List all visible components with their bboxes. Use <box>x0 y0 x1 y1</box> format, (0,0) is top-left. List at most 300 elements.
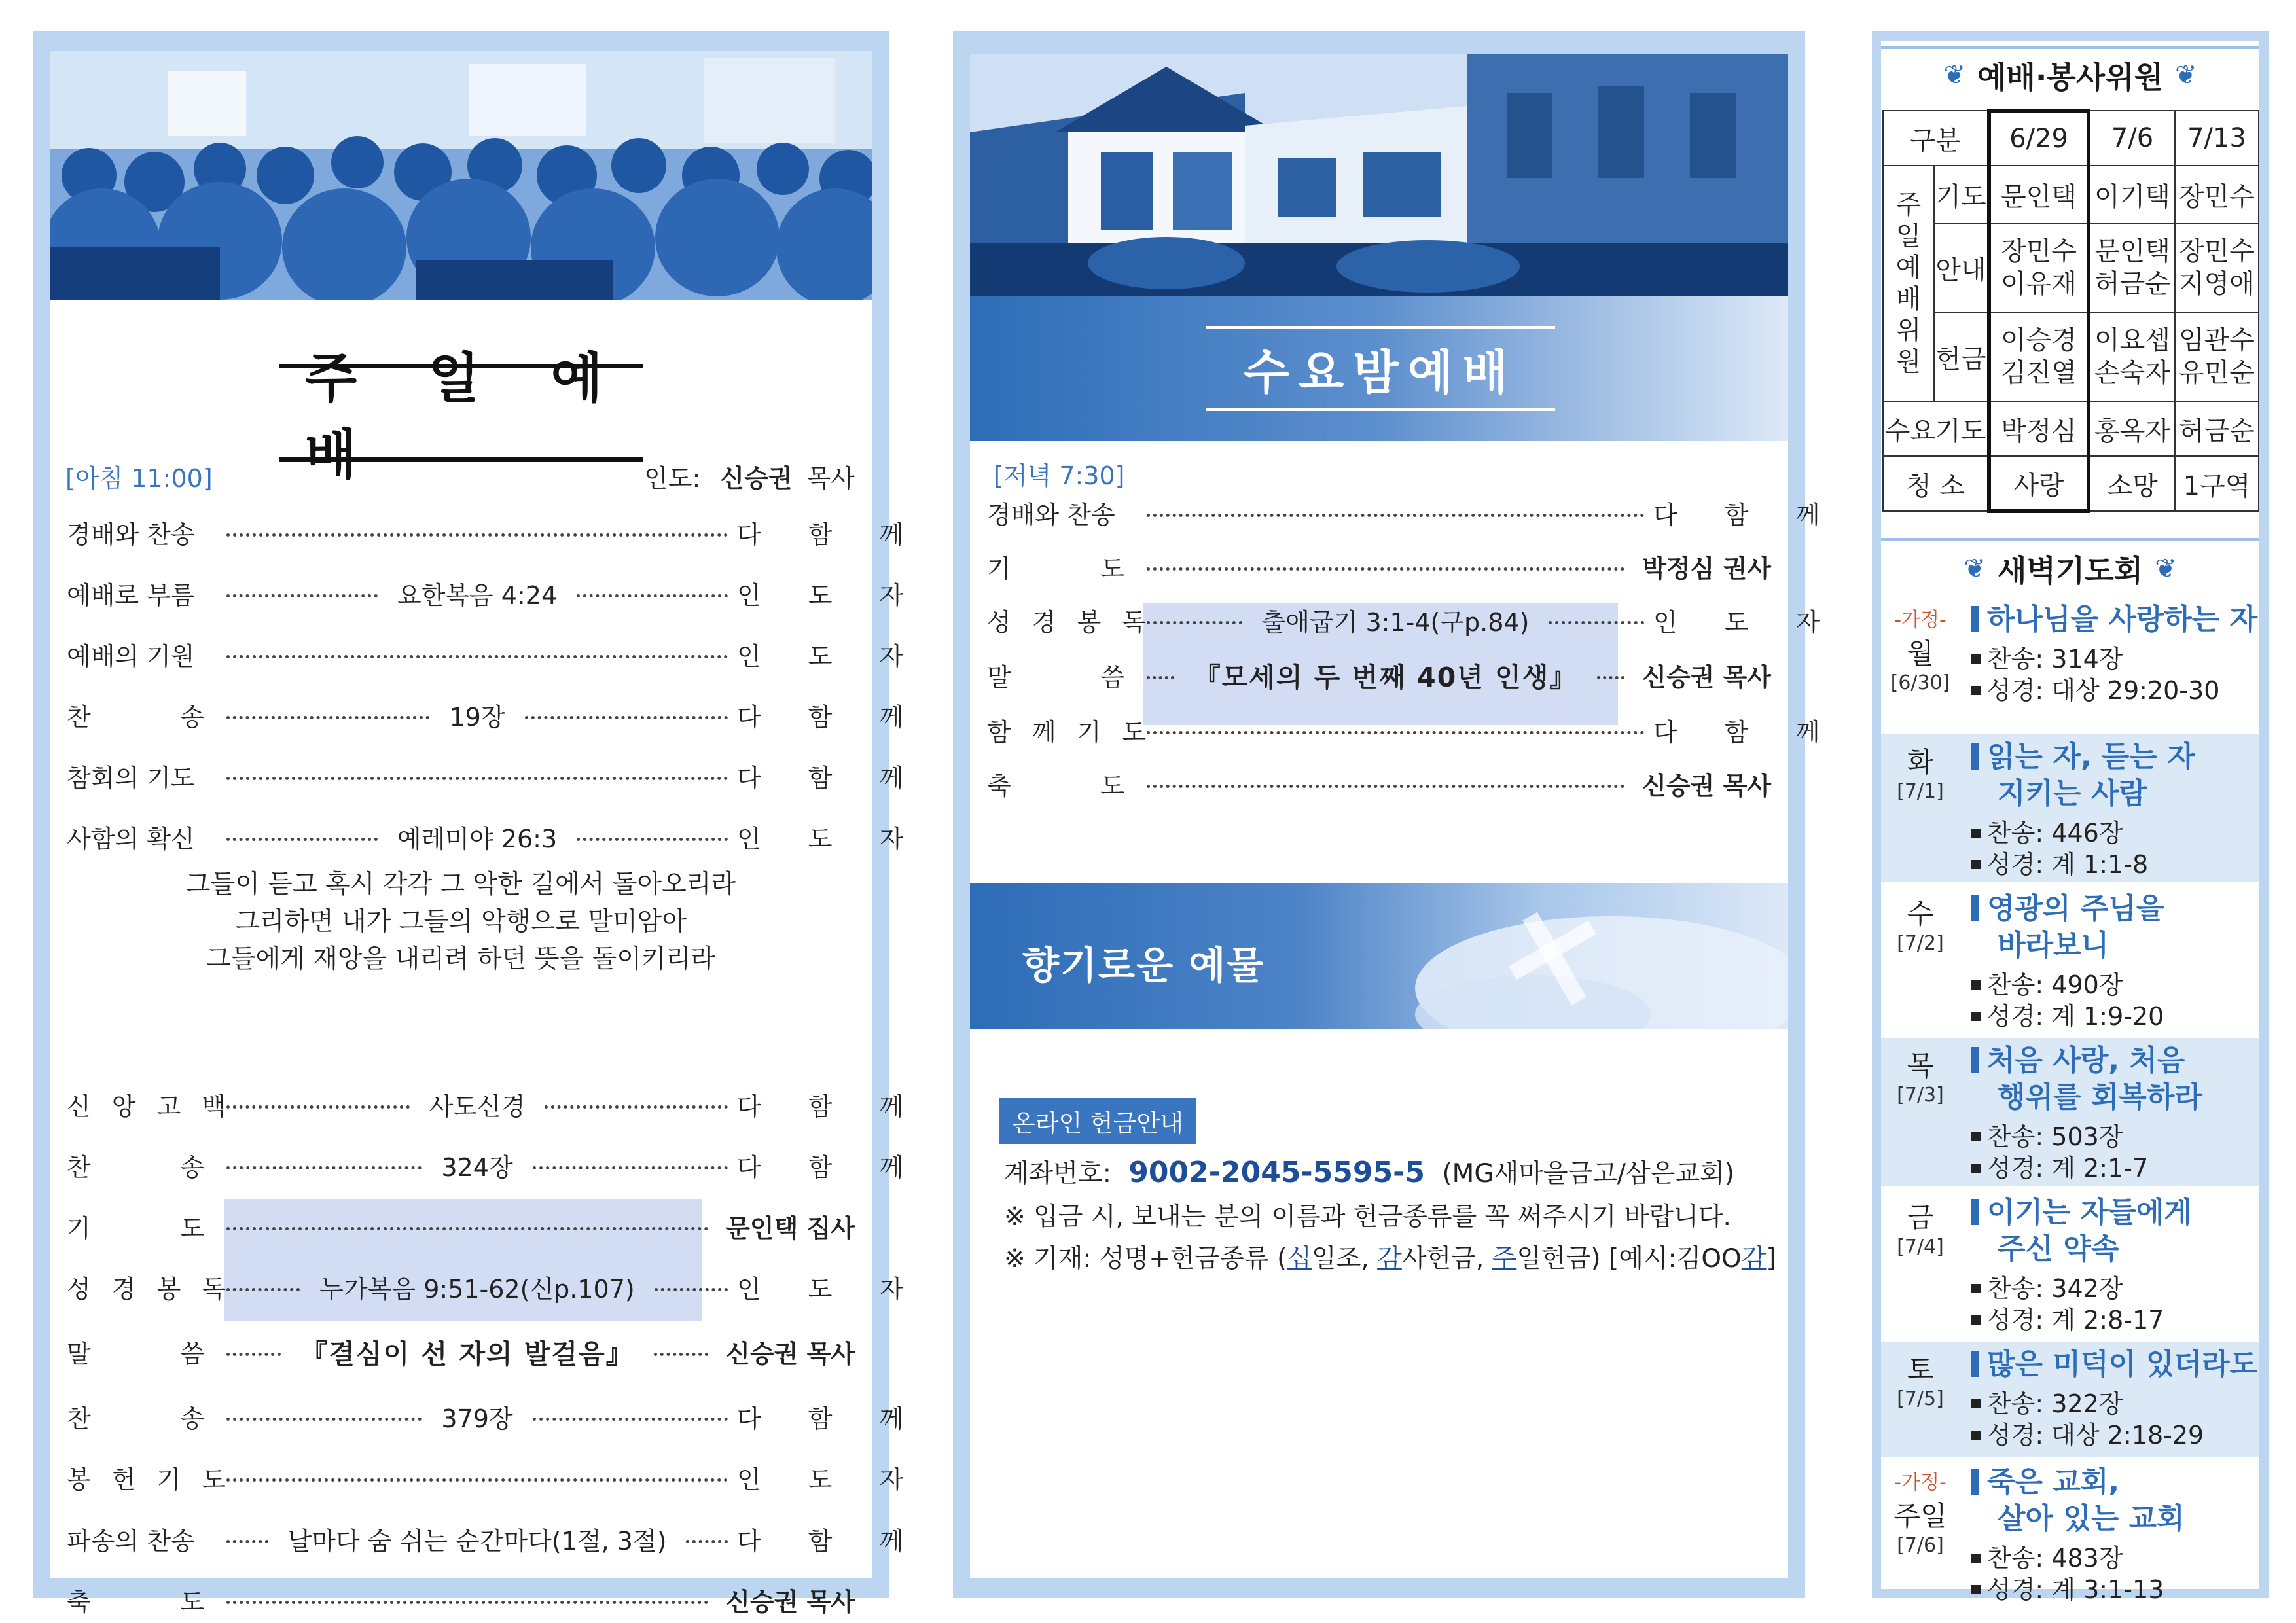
order-label <box>987 657 1124 693</box>
duty-row-label: 청 소 <box>1883 456 1989 511</box>
order-row <box>987 597 1840 643</box>
verse-line: 그들이 듣고 혹시 각각 그 악한 길에서 돌아오리라 <box>185 870 736 899</box>
bullet-square-icon <box>1971 1554 1981 1563</box>
online-offering-tag: 온라인 헌금안내 <box>999 1098 1196 1144</box>
duty-cell: 홍옥자 <box>2089 401 2175 456</box>
note2-part: 사헌금, <box>1401 1244 1492 1274</box>
bullet-square-icon <box>1971 1284 1981 1293</box>
order-label: 성 경 봉 독 <box>987 607 1153 637</box>
dawn-hymn-text: 찬송: 503장 <box>1987 1122 2123 1151</box>
bullet-square-icon <box>1971 1315 1981 1325</box>
dawn-title-line: 많은 미덕이 있더라도 <box>1987 1347 2258 1381</box>
ornament-icon: ❦ <box>2175 60 2197 90</box>
order-row <box>987 652 1771 698</box>
wednesday-time: [저녁 7:30] <box>994 461 1125 490</box>
dawn-hymn-text: 찬송: 446장 <box>1987 819 2123 847</box>
order-row <box>67 692 924 738</box>
dot-leader <box>226 1540 268 1543</box>
dawn-title-line: 영광의 주님을 <box>1987 892 2164 925</box>
bullet-square-icon <box>1971 1164 1981 1173</box>
congregation-photo-art <box>50 51 872 300</box>
duty-cell: 박정심 <box>1989 401 2089 456</box>
order-responsible: 인 도 자 <box>737 1465 924 1494</box>
order-label: 사함의 확신 <box>67 824 195 853</box>
dawn-hymn <box>1971 639 2123 675</box>
dawn-prayer-item <box>1881 1038 2259 1186</box>
dawn-title-line: 바라보니 <box>1998 929 2109 962</box>
duty-cell: 장민수 <box>2175 166 2259 223</box>
note2-part: 일조, <box>1311 1244 1378 1274</box>
note2-underline: 주 <box>1492 1244 1517 1274</box>
label-char: 말 <box>67 1339 91 1368</box>
offering-band <box>970 883 1788 1029</box>
duty-date: 7/6 <box>2089 111 2175 166</box>
dot-leader <box>226 1601 708 1604</box>
dawn-title: 새벽기도회 <box>1997 553 2144 588</box>
dawn-day <box>1881 893 1960 955</box>
dot-leader <box>226 1478 728 1482</box>
order-responsible: 신승권 목사 <box>726 1339 855 1368</box>
dawn-hymn-text: 찬송: 490장 <box>1987 971 2123 999</box>
dawn-bible <box>1971 996 2164 1032</box>
family-tag: -가정- <box>1894 609 1946 632</box>
label-char: 찬 <box>67 702 91 732</box>
dawn-bible-text: 성경: 계 2:1-7 <box>1987 1154 2149 1183</box>
account-number: 9002-2045-5595-5 <box>1128 1156 1426 1189</box>
order-row <box>67 1329 855 1374</box>
dot-leader <box>1147 731 1644 734</box>
offering-title: 향기로운 예물 <box>1022 943 1265 988</box>
dawn-prayer-item <box>1881 597 2259 730</box>
duty-cell: 문인택 <box>1989 166 2089 223</box>
dawn-hymn <box>1971 1538 2123 1574</box>
label-char: 도 <box>180 1213 204 1243</box>
duty-title: 예배·봉사위원 <box>1977 60 2164 95</box>
order-row <box>67 1142 924 1188</box>
duty-cell: 임관수 유민순 <box>2175 312 2259 401</box>
label-char: 송 <box>180 702 204 732</box>
label-char: 축 <box>67 1587 91 1616</box>
dawn-hymn <box>1971 1116 2123 1152</box>
right-column-body <box>1881 41 2259 1604</box>
order-responsible: 다 함 께 <box>1653 500 1840 529</box>
dawn-day <box>1881 741 1960 803</box>
dawn-top-rule <box>1881 538 2259 541</box>
dot-leader <box>226 1166 422 1169</box>
order-label <box>67 697 204 733</box>
day-date: [7/2] <box>1897 932 1944 955</box>
dawn-sermon-title <box>1971 1195 2192 1230</box>
day-date: [7/1] <box>1897 780 1944 803</box>
duty-table <box>1882 109 2259 513</box>
order-label: 예배로 부름 <box>67 580 195 610</box>
duty-cell: 사랑 <box>1989 456 2089 511</box>
order-row <box>987 707 1840 753</box>
duty-row-label: 수요기도 <box>1883 401 1989 456</box>
dot-leader <box>1549 621 1644 624</box>
dawn-prayer-item <box>1881 734 2259 882</box>
order-row <box>987 543 1771 589</box>
order-label: 예배의 기원 <box>67 641 195 671</box>
duty-date: 7/13 <box>2175 111 2259 166</box>
day-name: 토 <box>1907 1353 1934 1385</box>
account-line <box>1004 1153 1734 1190</box>
day-date: [7/3] <box>1897 1084 1944 1107</box>
order-row <box>67 570 924 616</box>
label-char: 축 <box>987 771 1011 800</box>
dawn-hymn-text: 찬송: 314장 <box>1987 645 2123 673</box>
order-label: 봉 헌 기 도 <box>67 1465 233 1494</box>
dawn-bible-text: 성경: 대상 29:20-30 <box>1987 676 2220 705</box>
dot-leader <box>1147 567 1624 571</box>
ornament-icon: ❦ <box>1964 554 1986 584</box>
dot-leader <box>1147 514 1644 517</box>
duty-cell: 소망 <box>2089 456 2175 511</box>
bullet-square-icon <box>1971 860 1981 869</box>
title-bar-icon <box>1971 1047 1979 1073</box>
dot-leader <box>226 1418 422 1421</box>
dawn-sermon-title <box>1971 1043 2185 1079</box>
order-responsible: 인 도 자 <box>737 580 924 610</box>
order-label <box>67 1147 204 1183</box>
order-row <box>67 1264 924 1310</box>
label-char: 찬 <box>67 1404 91 1433</box>
dawn-bible-text: 성경: 계 1:9-20 <box>1987 1002 2164 1031</box>
order-responsible: 다 함 께 <box>737 1526 924 1556</box>
duty-cell: 장민수 지영애 <box>2175 223 2259 312</box>
group-char: 배 <box>1895 284 1922 314</box>
church-building-art <box>970 54 1788 296</box>
dawn-prayer-item <box>1881 1459 2259 1604</box>
order-responsible: 다 함 께 <box>737 520 924 549</box>
offering-note-2 <box>1004 1238 1776 1275</box>
order-detail: 요한복음 4:24 <box>397 580 558 610</box>
order-responsible: 다 함 께 <box>737 763 924 793</box>
dawn-bible <box>1971 844 2148 880</box>
day-name: 화 <box>1907 746 1934 778</box>
day-date: [7/6] <box>1897 1534 1944 1557</box>
duty-cell: 이요셉 손숙자 <box>2089 312 2175 401</box>
order-row <box>67 813 924 859</box>
order-detail: 379장 <box>441 1404 513 1433</box>
ornament-icon: ❦ <box>1943 60 1965 90</box>
sunday-time: [아침 11:00] <box>65 464 213 493</box>
dawn-title-line: 처음 사랑, 처음 <box>1987 1044 2185 1077</box>
dot-leader <box>226 655 728 658</box>
dot-leader <box>226 1105 410 1109</box>
leader-name: 신승권 <box>720 464 793 493</box>
order-label <box>67 1399 204 1435</box>
label-char: 씀 <box>180 1339 204 1368</box>
order-responsible: 신승권 목사 <box>1642 771 1771 800</box>
order-responsible: 신승권 목사 <box>1642 662 1772 692</box>
right-column-panel <box>1872 31 2269 1604</box>
order-detail: 누가복음 9:51-62(신p.107) <box>319 1274 635 1304</box>
day-date: [6/30] <box>1890 671 1950 694</box>
account-bank: (MG새마을금고/삼은교회) <box>1442 1159 1734 1188</box>
ornament-icon: ❦ <box>2155 554 2177 584</box>
wednesday-service-panel <box>953 31 1840 1598</box>
dawn-hymn <box>1971 1268 2123 1304</box>
title-bar-icon <box>1971 895 1979 921</box>
note2-underline: 십 <box>1287 1244 1312 1274</box>
order-row <box>67 1081 924 1127</box>
dawn-day <box>1881 1044 1960 1107</box>
dot-leader <box>226 594 378 597</box>
dot-leader <box>226 1227 708 1230</box>
dawn-bible <box>1971 670 2219 706</box>
label-char: 도 <box>1100 554 1124 583</box>
note2-part: ] <box>1766 1244 1776 1274</box>
duty-cell: 이기택 <box>2089 166 2175 223</box>
order-responsible: 신승권 목사 <box>726 1587 855 1616</box>
dot-leader <box>686 1540 728 1543</box>
dawn-hymn <box>1971 965 2123 1001</box>
duty-cell: 문인택 허금순 <box>2089 223 2175 312</box>
order-row <box>67 1203 855 1249</box>
duty-cell: 1구역 <box>2175 456 2259 511</box>
bullet-square-icon <box>1971 1399 1981 1408</box>
title-bar-icon <box>1971 606 1979 632</box>
dawn-sermon-title <box>1971 602 2257 637</box>
offering-note-1: ※ 입금 시, 보내는 분의 이름과 헌금종류를 꼭 써주시기 바랍니다. <box>1004 1202 1731 1232</box>
dawn-prayer-item <box>1881 1190 2259 1338</box>
family-tag: -가정- <box>1894 1471 1946 1494</box>
day-name: 주일 <box>1893 1500 1947 1532</box>
dawn-bible-text: 성경: 계 3:1-13 <box>1987 1575 2164 1604</box>
order-label: 경배와 찬송 <box>987 500 1115 529</box>
order-label: 성 경 봉 독 <box>67 1274 233 1304</box>
order-row <box>67 509 924 555</box>
day-name: 목 <box>1907 1050 1934 1082</box>
label-char: 씀 <box>1100 662 1124 692</box>
order-responsible: 다 함 께 <box>737 1092 924 1121</box>
church-building-photo <box>970 54 1788 296</box>
duty-heading <box>1881 52 2259 98</box>
dawn-title-line: 지키는 사람 <box>1998 777 2147 810</box>
verse-line: 그리하면 내가 그들의 악행으로 말미암아 <box>234 907 687 936</box>
order-row <box>67 1454 924 1500</box>
order-responsible: 인 도 자 <box>1653 607 1840 637</box>
bullet-square-icon <box>1971 1132 1981 1141</box>
day-date: [7/4] <box>1897 1236 1944 1258</box>
order-label: 신 앙 고 백 <box>67 1092 233 1121</box>
wednesday-title <box>1206 326 1555 411</box>
order-detail: 19장 <box>449 702 505 732</box>
sunday-leader <box>644 458 855 494</box>
order-responsible: 다 함 께 <box>737 702 924 732</box>
dawn-day <box>1881 1196 1960 1258</box>
dawn-day <box>1881 1348 1960 1410</box>
order-row <box>67 631 924 677</box>
label-char: 송 <box>180 1152 204 1182</box>
dot-leader <box>655 1288 728 1291</box>
order-responsible: 문인택 집사 <box>726 1213 855 1243</box>
dot-leader <box>577 838 728 841</box>
order-responsible: 박정심 권사 <box>1642 554 1771 583</box>
scripture-verse <box>50 866 872 978</box>
label-char: 기 <box>987 554 1011 583</box>
order-label <box>987 766 1124 802</box>
leader-role: 목사 <box>806 464 855 493</box>
order-label: 경배와 찬송 <box>67 520 195 549</box>
order-row <box>987 490 1840 535</box>
sunday-service-body <box>50 51 924 1616</box>
dawn-sermon-title <box>1971 1347 2257 1382</box>
group-char: 일 <box>1895 221 1922 251</box>
dawn-title-line: 읽는 자, 듣는 자 <box>1987 740 2195 774</box>
dawn-day <box>1881 1466 1960 1557</box>
account-label: 계좌번호: <box>1004 1159 1111 1188</box>
order-label: 함 께 기 도 <box>987 717 1153 747</box>
order-row <box>67 753 924 798</box>
order-detail: 출애굽기 3:1-4(구p.84) <box>1261 607 1530 637</box>
bullet-square-icon <box>1971 980 1981 990</box>
dot-leader <box>525 716 728 719</box>
dawn-hymn-text: 찬송: 483장 <box>1987 1544 2123 1573</box>
order-row <box>67 1393 924 1439</box>
order-responsible: 인 도 자 <box>737 824 924 853</box>
note2-part: ※ 기재: 성명+헌금종류 ( <box>1004 1244 1287 1274</box>
dawn-title-line: 죽은 교회, <box>1987 1465 2120 1499</box>
dot-leader <box>1147 621 1242 624</box>
label-char: 기 <box>67 1213 91 1243</box>
wednesday-title-band <box>970 296 1788 441</box>
order-row <box>67 1516 924 1561</box>
label-char: 도 <box>180 1587 204 1616</box>
dawn-hymn-text: 찬송: 322장 <box>1987 1389 2123 1418</box>
dot-leader <box>533 1166 728 1169</box>
day-name: 수 <box>1907 898 1934 930</box>
order-responsible: 다 함 께 <box>737 1152 924 1182</box>
order-responsible: 인 도 자 <box>737 641 924 671</box>
dot-leader <box>1597 676 1624 679</box>
bullet-square-icon <box>1971 686 1981 695</box>
bullet-square-icon <box>1971 1431 1981 1440</box>
verse-line: 그들에게 재앙을 내리려 하던 뜻을 돌이키리라 <box>206 944 715 974</box>
dawn-title-line: 살아 있는 교회 <box>1998 1502 2185 1535</box>
duty-row-label: 헌금 <box>1934 312 1989 401</box>
day-date: [7/5] <box>1897 1387 1944 1410</box>
dawn-sermon-title <box>1971 740 2195 775</box>
sunday-service-panel <box>33 31 924 1616</box>
dawn-title-line: 이기는 자들에게 <box>1987 1196 2192 1229</box>
group-char: 위 <box>1895 315 1922 346</box>
dawn-bible <box>1971 1569 2164 1605</box>
dawn-bible <box>1971 1415 2204 1451</box>
dawn-prayer-item <box>1881 886 2259 1034</box>
note2-underline: 감 <box>1741 1244 1767 1274</box>
congregation-photo <box>50 51 872 300</box>
order-label <box>67 1208 204 1244</box>
dot-leader <box>654 1353 708 1356</box>
bullet-square-icon <box>1971 1585 1981 1594</box>
dawn-bible <box>1971 1300 2164 1336</box>
order-detail: 예레미야 26:3 <box>397 824 558 853</box>
order-label <box>987 548 1124 584</box>
label-char: 찬 <box>67 1152 91 1182</box>
sunday-duty-group <box>1883 166 1934 401</box>
title-bar-icon <box>1971 1351 1979 1377</box>
order-responsible: 인 도 자 <box>737 1274 924 1304</box>
dawn-prayer-item <box>1881 1342 2259 1457</box>
order-detail: 날마다 숨 쉬는 순간마다(1절, 3절) <box>287 1526 667 1556</box>
dot-leader <box>226 1353 281 1356</box>
order-row <box>67 1577 855 1622</box>
dot-leader <box>226 1288 300 1291</box>
duty-row-label: 안내 <box>1934 223 1989 312</box>
sunday-title-text: 주 일 예 배 <box>305 348 629 486</box>
duty-row-label: 기도 <box>1934 166 1989 223</box>
day-name: 금 <box>1907 1202 1934 1234</box>
dot-leader <box>545 1105 728 1109</box>
order-detail: 『결심이 선 자의 발걸음』 <box>300 1338 634 1370</box>
dawn-bible <box>1971 1148 2148 1184</box>
dawn-bible-text: 성경: 대상 2:18-29 <box>1987 1421 2204 1450</box>
title-bar-icon <box>1971 1469 1979 1495</box>
group-char: 주 <box>1895 190 1922 220</box>
dot-leader <box>226 716 429 719</box>
dawn-title-line: 주신 약속 <box>1998 1232 2119 1266</box>
sunday-title <box>279 348 643 486</box>
label-char: 말 <box>987 662 1011 692</box>
dawn-bible-text: 성경: 계 1:1-8 <box>1987 850 2149 879</box>
order-label: 파송의 찬송 <box>67 1526 195 1556</box>
bullet-square-icon <box>1971 654 1981 664</box>
dot-leader <box>577 594 728 597</box>
dawn-title-line: 하나님을 사랑하는 자 <box>1987 603 2258 636</box>
dawn-day <box>1881 603 1960 694</box>
duty-date: 6/29 <box>1989 111 2089 166</box>
order-detail: 『모세의 두 번째 40년 인생』 <box>1193 661 1578 693</box>
duty-top-rule <box>1881 46 2259 49</box>
order-row <box>987 760 1771 806</box>
order-label <box>67 1582 204 1618</box>
dot-leader <box>226 777 728 780</box>
dawn-bible-text: 성경: 계 2:8-17 <box>1987 1306 2164 1334</box>
dawn-title-line: 행위를 회복하라 <box>1998 1080 2202 1114</box>
dot-leader <box>226 533 728 537</box>
group-char: 예 <box>1895 253 1922 283</box>
dawn-hymn <box>1971 813 2123 849</box>
dot-leader <box>1147 785 1624 788</box>
wednesday-title-text: 수요밤예배 <box>1244 345 1517 400</box>
dawn-sermon-title <box>1971 891 2164 927</box>
label-char: 도 <box>1100 771 1124 800</box>
dawn-hymn <box>1971 1383 2123 1419</box>
order-label: 참회의 기도 <box>67 763 195 793</box>
bullet-square-icon <box>1971 829 1981 838</box>
order-responsible: 다 함 께 <box>1653 717 1840 747</box>
order-detail: 사도신경 <box>429 1092 526 1121</box>
dot-leader <box>226 838 378 841</box>
dot-leader <box>1147 676 1174 679</box>
duty-col-header: 구분 <box>1883 111 1989 166</box>
dawn-hymn-text: 찬송: 342장 <box>1987 1274 2123 1303</box>
dot-leader <box>533 1418 728 1421</box>
order-label <box>67 1334 204 1370</box>
label-char: 송 <box>180 1404 204 1433</box>
duty-cell: 이승경 김진열 <box>1989 312 2089 401</box>
title-bar-icon <box>1971 743 1979 770</box>
duty-cell: 장민수 이유재 <box>1989 223 2089 312</box>
title-bar-icon <box>1971 1199 1979 1225</box>
day-name: 월 <box>1907 637 1934 669</box>
bullet-square-icon <box>1971 1012 1981 1021</box>
note2-part: 일헌금) [예시:김OO <box>1516 1244 1742 1274</box>
duty-cell: 허금순 <box>2175 401 2259 456</box>
dawn-heading <box>1881 546 2259 592</box>
